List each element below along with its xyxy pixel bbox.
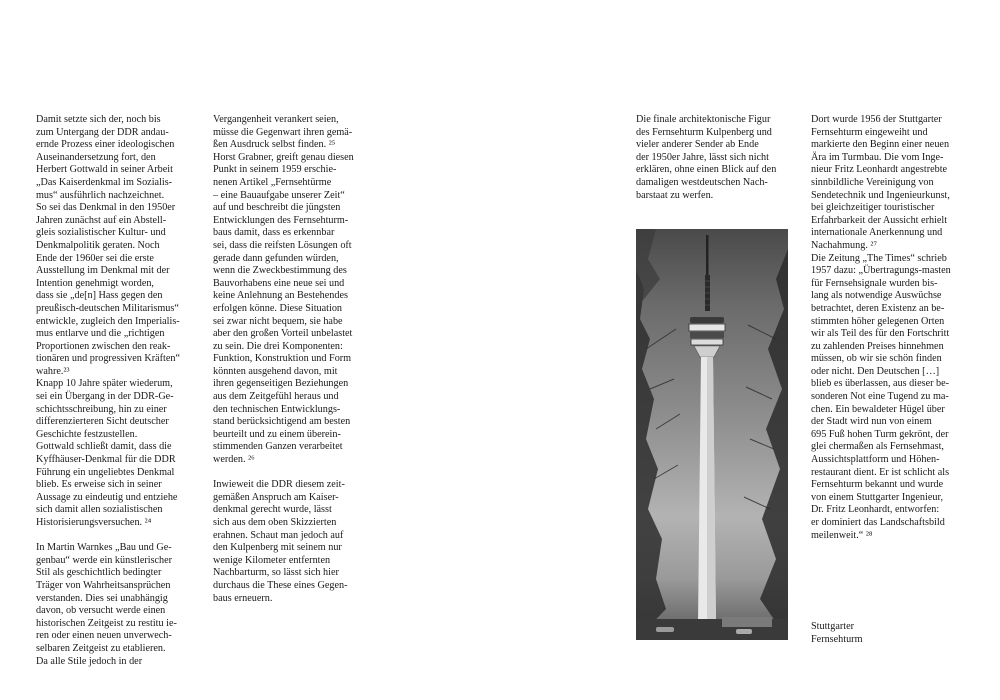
text-line: gleis sozialistischer Kultur- und bbox=[36, 227, 166, 239]
text-line: So sei das Denkmal in den 1950er bbox=[36, 202, 176, 214]
text-line: müsse die Gegenwart ihren gemä- bbox=[213, 126, 353, 138]
text-line: Sendetechnik und Ingenieurkunst, bbox=[811, 189, 950, 201]
text-line: – eine Bauaufgabe unserer Zeit“ bbox=[213, 189, 345, 201]
text-line: zu sein. Die drei Komponenten: bbox=[213, 340, 343, 352]
text-line: nieur Fritz Leonhardt angestrebte bbox=[811, 164, 948, 176]
text-line: Damit setzte sich der, noch bis bbox=[36, 114, 161, 125]
text-line: vieler anderer Sender ab Ende bbox=[636, 139, 759, 151]
text-line: aus dem Zeitgefühl heraus und bbox=[213, 391, 339, 403]
text-line: den Kulpenberg mit seinem nur bbox=[213, 542, 342, 554]
text-column-3 bbox=[636, 114, 786, 202]
text-line: könnten ausgehend davon, mit bbox=[213, 365, 338, 377]
text-line: Intention genehmigt worden, bbox=[36, 277, 154, 289]
text-line: „Das Kaiserdenkmal im Sozialis- bbox=[36, 176, 173, 188]
text-line: sonderen Not eine Tugend zu ma- bbox=[811, 391, 949, 403]
text-line: sei zwar nicht bequem, sie habe bbox=[213, 315, 343, 327]
text-line: barstaat zu werfen. bbox=[636, 189, 714, 201]
text-column-4 bbox=[811, 114, 971, 542]
text-line: Nachbarturm, so lässt sich hier bbox=[213, 567, 339, 579]
text-line: mus“ ausführlich nachzeichnet. bbox=[36, 189, 165, 201]
text-line: mus entlarve und die „richtigen bbox=[36, 328, 165, 340]
text-line: den technischen Entwicklungs- bbox=[213, 403, 341, 415]
text-line: Entwicklungen des Fernsehturm- bbox=[213, 214, 349, 226]
tv-tower-illustration bbox=[636, 229, 788, 640]
text-line: erahnen. Schaut man jedoch auf bbox=[213, 529, 344, 541]
photo-caption bbox=[811, 621, 931, 646]
text-line: dass sie „de[n] Hass gegen den bbox=[36, 290, 163, 302]
text-line: genbau“ werde ein künstlerischer bbox=[36, 554, 173, 566]
text-line: bei gleichzeitiger touristischer bbox=[811, 202, 935, 214]
text-line: Geschichte festzustellen. bbox=[36, 428, 138, 440]
text-line: Auseinandersetzung fort, den bbox=[36, 151, 156, 163]
caption-line: Stuttgarter bbox=[811, 621, 855, 632]
text-line: markierte den Beginn einer neuen bbox=[811, 139, 950, 151]
text-line: Punkt in seinem 1959 erschie- bbox=[213, 164, 337, 176]
text-line: Träger von Wahrheitsansprüchen bbox=[36, 579, 171, 591]
text-line: keine Anlehnung an Bestehendes bbox=[213, 290, 348, 302]
text-line: meilenweit.“ ²⁸ bbox=[811, 529, 873, 541]
text-line: ren oder einen neuen unverwech- bbox=[36, 630, 172, 642]
text-line: stimmenden Ganzen verarbeitet bbox=[213, 441, 343, 453]
text-line: nenen Artikel „Fernsehtürme bbox=[213, 176, 332, 188]
text-line: Kyffhäuser-Denkmal für die DDR bbox=[36, 454, 176, 466]
text-line: wenn die Zweckbestimmung des bbox=[213, 265, 347, 277]
text-line: gemäßen Anspruch am Kaiser- bbox=[213, 491, 339, 503]
text-line: lang als notwendige Auswüchse bbox=[811, 290, 942, 302]
text-line: sei, dass die reifsten Lösungen oft bbox=[213, 239, 352, 251]
text-line: Die finale architektonische Figur bbox=[636, 114, 771, 125]
text-line: chen. Ein bewaldeter Hügel über bbox=[811, 403, 945, 415]
text-line: von einem Stuttgarter Ingenieur, bbox=[811, 491, 943, 503]
text-line: ihren gegenseitigen Beziehungen bbox=[213, 378, 349, 390]
text-line: Ende der 1960er sei die erste bbox=[36, 252, 154, 264]
text-column-2 bbox=[213, 114, 373, 605]
text-line: schichtsschreibung, hin zu einer bbox=[36, 403, 167, 415]
tv-tower-photo bbox=[636, 229, 788, 640]
text-line: sich aus dem oben Skizzierten bbox=[213, 517, 337, 528]
text-line: In Martin Warnkes „Bau und Ge- bbox=[36, 542, 172, 554]
text-line: entwickle, zugleich den Imperialis- bbox=[36, 315, 180, 327]
text-line: sei ein Übergang in der DDR-Ge- bbox=[36, 391, 174, 403]
text-line: glei chermaßen als Fernsehmast, bbox=[811, 441, 944, 453]
text-line: Jahren zunächst auf ein Abstell- bbox=[36, 214, 167, 226]
text-line: sich damit allen sozialistischen bbox=[36, 504, 163, 516]
text-line: damaligen westdeutschen Nach- bbox=[636, 176, 768, 188]
text-line: der 1950er Jahre, lässt sich nicht bbox=[636, 151, 769, 163]
text-line: Stil als geschichtlich bedingter bbox=[36, 567, 162, 579]
text-line: Ausstellung im Denkmal mit der bbox=[36, 265, 170, 277]
text-line: tionären und progressiven Kräften“ bbox=[36, 353, 180, 365]
text-line: Gottwald schließt damit, dass die bbox=[36, 441, 172, 453]
text-column-1 bbox=[36, 114, 196, 668]
text-line: wahre.²³ bbox=[36, 365, 70, 377]
text-line: ernde Prozess einer ideologischen bbox=[36, 139, 175, 151]
text-line: stand berücksichtigend am besten bbox=[213, 416, 351, 428]
text-line: Führung ein ungeliebtes Denkmal bbox=[36, 466, 175, 478]
text-line: Die Zeitung „The Times“ schrieb bbox=[811, 252, 947, 264]
text-line: der Stadt wird nun von einem bbox=[811, 416, 932, 428]
text-line: er dominiert das Landschaftsbild bbox=[811, 517, 945, 528]
text-line: preußisch-deutschen Militarismus“ bbox=[36, 302, 179, 314]
text-line: differenzierteren Sicht deutscher bbox=[36, 416, 169, 428]
text-line: werden. ²⁶ bbox=[213, 454, 255, 466]
text-line: auf und beschreibt die jüngsten bbox=[213, 202, 341, 214]
text-line: Dort wurde 1956 der Stuttgarter bbox=[811, 114, 942, 125]
text-line: wenige Kilometer entfernten bbox=[213, 554, 331, 566]
text-line: beurteilt und zu einem überein- bbox=[213, 428, 341, 440]
text-line: Horst Grabner, greift genau diesen bbox=[213, 151, 354, 163]
text-line: denkmal gerecht wurde, lässt bbox=[213, 504, 332, 516]
paragraph-gap bbox=[213, 467, 373, 480]
text-line: müssen, ob wir sie schön finden bbox=[811, 353, 942, 365]
text-line: blieb es überlassen, aus dieser be- bbox=[811, 378, 950, 390]
text-line: Denkmalpolitik geraten. Noch bbox=[36, 239, 160, 251]
text-line: Aussage zu eindeutig und entziehe bbox=[36, 491, 178, 503]
text-line: des Fernsehturm Kulpenberg und bbox=[636, 126, 772, 138]
text-line: verstanden. Dies sei unabhängig bbox=[36, 592, 168, 604]
text-line: wir als Teil des für den Fortschritt bbox=[811, 328, 950, 340]
text-line: 1957 dazu: „Übertragungs-masten bbox=[811, 265, 951, 277]
text-line: aber den großen Vorteil unbelastet bbox=[213, 328, 353, 340]
text-line: zu zahlenden Preises hinnehmen bbox=[811, 340, 944, 352]
text-line: betrachtet, deren Existenz an be- bbox=[811, 302, 945, 314]
text-line: selbaren Zeitgeist zu etablieren. bbox=[36, 642, 166, 654]
text-line: baus damit, dass es erkennbar bbox=[213, 227, 335, 239]
text-line: sinnbildliche Vereinigung von bbox=[811, 176, 934, 188]
text-line: durchaus die These eines Gegen- bbox=[213, 579, 348, 591]
text-line: Funktion, Konstruktion und Form bbox=[213, 353, 352, 365]
text-line: Historisierungsversuchen. ²⁴ bbox=[36, 517, 152, 528]
text-line: Erfahrbarkeit der Aussicht erhielt bbox=[811, 214, 948, 226]
text-line: ßen Ausdruck selbst finden. ²⁵ bbox=[213, 139, 336, 151]
text-line: davon, ob versucht werde einen bbox=[36, 605, 166, 617]
text-line: oder nicht. Den Deutschen […] bbox=[811, 365, 940, 377]
text-line: zum Untergang der DDR andau- bbox=[36, 126, 169, 138]
text-line: Herbert Gottwald in seiner Arbeit bbox=[36, 164, 173, 176]
text-line: Dr. Fritz Leonhardt, entworfen: bbox=[811, 504, 940, 516]
text-line: Ära im Turmbau. Die vom Inge- bbox=[811, 151, 944, 163]
text-line: Fernsehturm bekannt und wurde bbox=[811, 479, 944, 491]
text-line: Aussichtsplattform und Höhen- bbox=[811, 454, 940, 466]
text-line: Fernsehturm eingeweiht und bbox=[811, 126, 928, 138]
text-line: internationale Anerkennung und bbox=[811, 227, 943, 239]
text-line: Vergangenheit verankert seien, bbox=[213, 114, 339, 125]
text-line: erklären, ohne einen Blick auf den bbox=[636, 164, 777, 176]
text-line: Knapp 10 Jahre später wiederum, bbox=[36, 378, 173, 390]
text-line: stimmten höher gelegenen Orten bbox=[811, 315, 945, 327]
text-line: Inwieweit die DDR diesem zeit- bbox=[213, 479, 345, 491]
text-line: Nachahmung. ²⁷ bbox=[811, 239, 878, 251]
paragraph-gap bbox=[36, 530, 196, 543]
text-line: historischen Zeitgeist zu restitu ie- bbox=[36, 617, 177, 629]
text-line: baus erneuern. bbox=[213, 592, 273, 604]
text-line: Da alle Stile jedoch in der bbox=[36, 655, 143, 667]
text-line: für Fernsehsignale wurden bis- bbox=[811, 277, 938, 289]
text-line: 695 Fuß hohen Turm gekrönt, der bbox=[811, 428, 949, 440]
text-line: Bauvorhabens eine neue sei und bbox=[213, 277, 345, 289]
text-line: restaurant dient. Er ist schlicht als bbox=[811, 466, 950, 478]
text-line: Proportionen zwischen den reak- bbox=[36, 340, 171, 352]
text-line: gerade dann gefunden würden, bbox=[213, 252, 339, 264]
text-line: blieb. Es erweise sich in seiner bbox=[36, 479, 162, 491]
caption-line: Fernsehturm bbox=[811, 633, 863, 645]
text-line: erfolgen könne. Diese Situation bbox=[213, 302, 343, 314]
